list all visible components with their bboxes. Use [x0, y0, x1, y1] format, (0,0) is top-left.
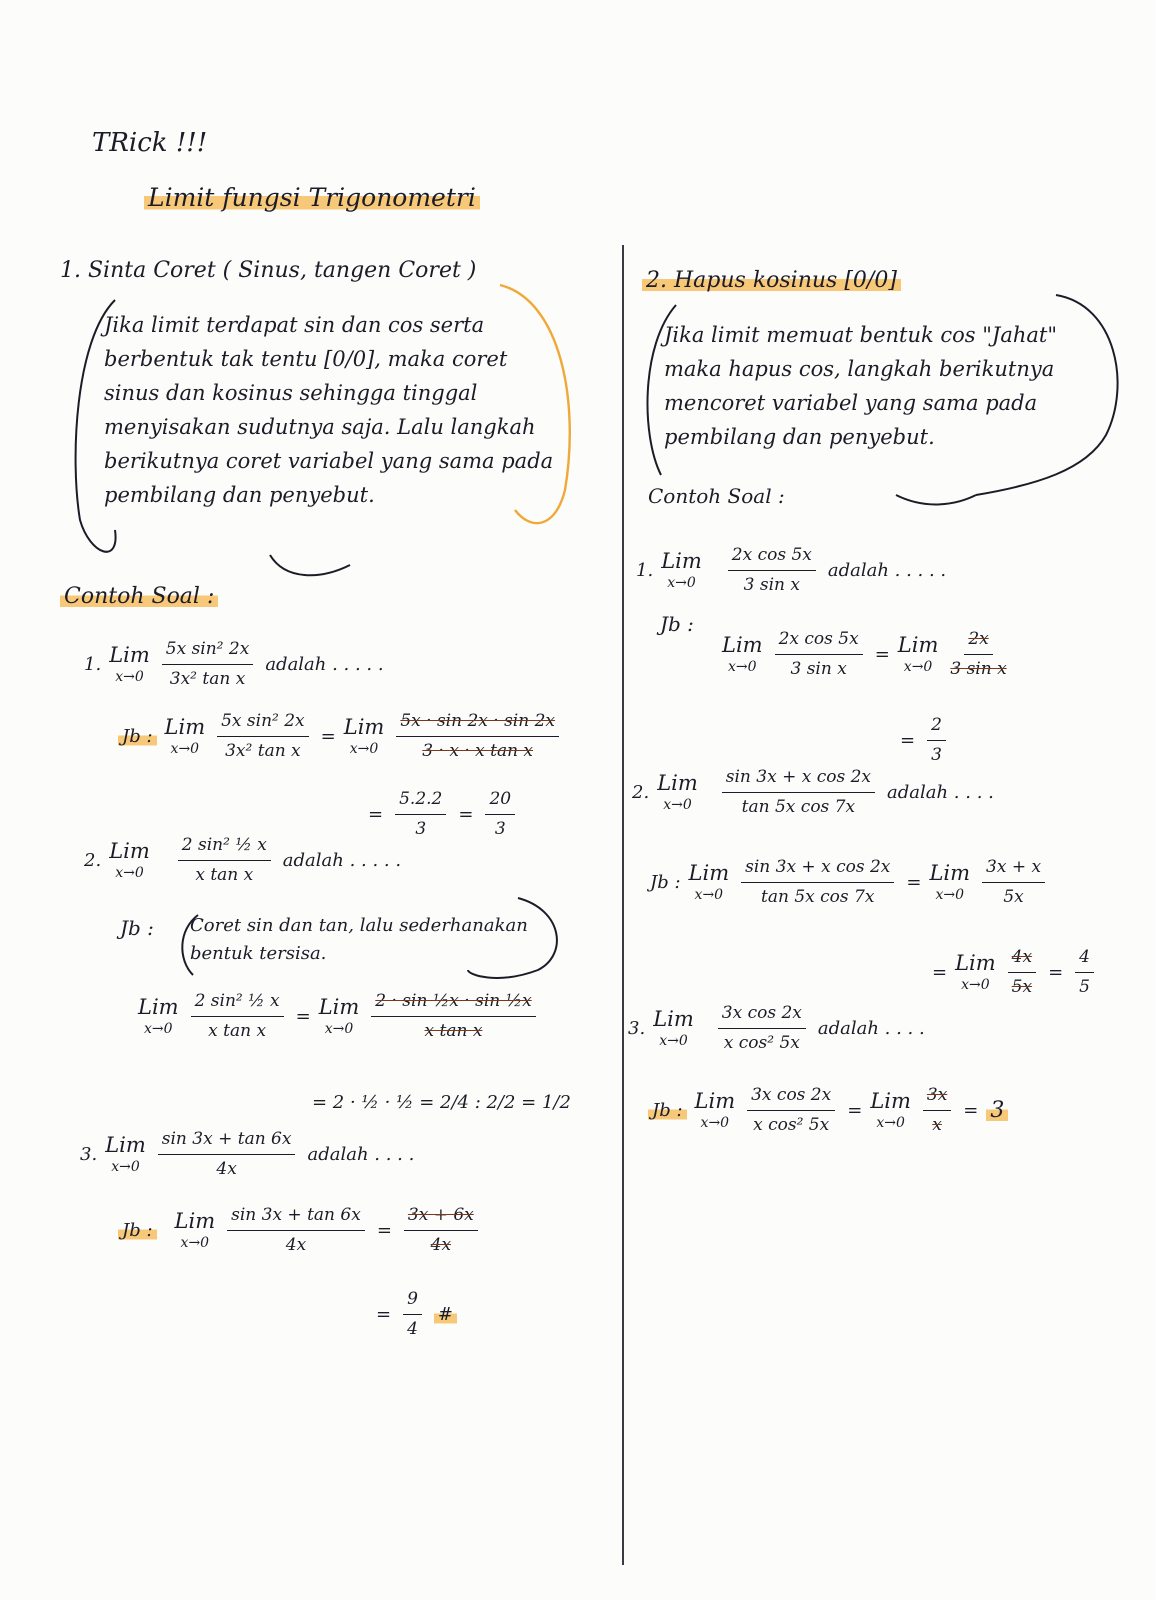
s2-q1-jb: Jb :: [660, 612, 694, 636]
s2-q1: 1. Lim x→0 $\frac{\text{2x cos 5x}}{\text{3 sin x}}$ adalah . . . . .: [636, 545, 947, 595]
s2-q3-step: $\frac{3x}{x}$: [923, 1086, 951, 1135]
s2-q3: 3. Lim x→0 $\frac{\text{3x cos 2x}}{\text{x cos² 5x}}$ adalah . . . .: [628, 1003, 925, 1053]
s1-q1-lim: Lim x→0: [109, 643, 150, 686]
s1-q1-step: $\frac{5x \cdot \sin 2x \cdot \sin 2x}{\text{3 · x · x tan x}}$: [396, 712, 559, 761]
section2-bracket: [636, 285, 1136, 515]
s1-q3-fraction: $\frac{\sin 3x + \tan 6x}{4x}$: [158, 1130, 296, 1179]
s1-q2-jb: Jb :: [120, 916, 154, 940]
s1-q2-note-bracket: [168, 890, 588, 990]
s1-q3: 3. Lim x→0 $\frac{\sin 3x + \tan 6x}{4x}$ adalah . . . .: [80, 1129, 415, 1179]
s1-q2: 2. Lim x→0 $\frac{\text{2 sin² ½ x}}{\text{x tan x}}$ adalah . . . . .: [84, 835, 402, 885]
page-title: Limit fungsi Trigonometri: [144, 183, 480, 212]
s1-q3-answer: $\frac{9}{4}$: [403, 1290, 422, 1339]
s2-q2-fraction: $\frac{\text{sin 3x + x cos 2x}}{\text{tan 5x cos 7x}}$: [722, 768, 875, 817]
s2-q1-fraction: $\frac{\text{2x cos 5x}}{\text{3 sin x}}$: [728, 546, 816, 595]
s2-q2-step: $\frac{3x + x}{5x}$: [982, 858, 1045, 907]
s1-q3-step: $\frac{3x + 6x}{4x}$: [404, 1206, 478, 1255]
section2-description: Jika limit memuat bentuk cos "Jahat" maka hapus cos, langkah berikutnya mencoret variabel yang sama pada pembilang dan penyebut.: [664, 323, 1058, 449]
column-divider: [622, 245, 624, 1565]
s1-q1-solution: Jb : Lim x→0 $\frac{\text{5x sin² 2x}}{\text{3x² tan x}}$ = Lim x→0 $\frac{5x \cdot \sin 2x \cdot \sin 2x}{\text{3 · x · x tan x}}$: [118, 712, 563, 761]
s2-q1-answer: $\frac{2}{3}$: [927, 716, 946, 765]
s1-q2-fraction: $\frac{\text{2 sin² ½ x}}{\text{x tan x}}$: [178, 836, 271, 885]
s2-q2-result: = Lim x→0 $\frac{4x}{5x}$ = $\frac{4}{5}$: [932, 948, 1098, 997]
s1-q1-number: 1.: [84, 654, 102, 676]
s2-q3-answer: 3: [986, 1098, 1008, 1123]
s1-q1-fraction: $\frac{\text{5x sin² 2x}}{\text{3x² tan x}}$: [162, 640, 254, 689]
s1-q1-suffix: adalah . . . . .: [265, 654, 384, 676]
section1-bracket: [60, 280, 590, 580]
s2-q2-solution: Jb : Lim x→0 $\frac{\text{sin 3x + x cos 2x}}{\text{tan 5x cos 7x}}$ = Lim x→0 $\frac{3x + x}{5x}$: [650, 858, 1049, 907]
s1-q2-result: = 2 · ½ · ½ = 2/4 : 2/2 = 1/2: [312, 1092, 571, 1113]
section1-heading: 1. Sinta Coret ( Sinus, tangen Coret ): [60, 258, 477, 283]
s2-q3-fraction: $\frac{\text{3x cos 2x}}{\text{x cos² 5x}}$: [718, 1004, 806, 1053]
trick-heading: TRick !!!: [92, 128, 208, 158]
s1-q1: [84, 640, 384, 689]
s1-q1-jb: Jb :: [118, 726, 157, 747]
section2-heading: 2. Hapus kosinus [0/0]: [642, 268, 901, 293]
s2-q1-result: = $\frac{2}{3}$: [900, 716, 950, 765]
section2-contoh-label: Contoh Soal :: [648, 484, 785, 508]
s2-q1-solution: Lim x→0 $\frac{\text{2x cos 5x}}{\text{3 sin x}}$ = Lim x→0 $\frac{2x}{\text{3 sin x}}$: [722, 629, 1007, 679]
s1-q1-result: = $\frac{5.2.2}{3}$ = $\frac{20}{3}$: [368, 790, 519, 839]
s1-q2-solution: Lim x→0 $\frac{\text{2 sin² ½ x}}{\text{x tan x}}$ = Lim x→0 $\frac{\text{2 · sin ½x · sin ½x}}{\text{x tan x}}$: [138, 992, 540, 1041]
section1-description: Jika limit terdapat sin dan cos serta berbentuk tak tentu [0/0], maka coret sinus dan kosinus sehingga tinggal menyisakan sudutnya saja. Lalu langkah berikutnya coret variabel yang sama pada pembilang dan penyebut.: [104, 313, 554, 507]
s1-q3-result: = $\frac{9}{4}$ #: [376, 1290, 457, 1339]
s1-q1-answer: $\frac{20}{3}$: [485, 790, 515, 839]
s1-q2-step: $\frac{\text{2 · sin ½x · sin ½x}}{\text{x tan x}}$: [371, 992, 535, 1041]
section1-contoh-label: Contoh Soal :: [60, 584, 218, 609]
s2-q2-answer: $\frac{4}{5}$: [1075, 948, 1094, 997]
s2-q2: 2. Lim x→0 $\frac{\text{sin 3x + x cos 2x}}{\text{tan 5x cos 7x}}$ adalah . . . .: [632, 767, 994, 817]
s2-q3-solution: Jb : Lim x→0 $\frac{\text{3x cos 2x}}{\text{x cos² 5x}}$ = Lim x→0 $\frac{3x}{x}$ = 3: [648, 1086, 1008, 1135]
s1-q3-solution: Jb : Lim x→0 $\frac{\sin 3x + \tan 6x}{4x}$ = $\frac{3x + 6x}{4x}$: [118, 1206, 482, 1255]
s2-q1-step: $\frac{2x}{\text{3 sin x}}$: [950, 629, 1007, 679]
s1-q2-note: Coret sin dan tan, lalu sederhanakan bentuk tersisa.: [190, 915, 528, 964]
